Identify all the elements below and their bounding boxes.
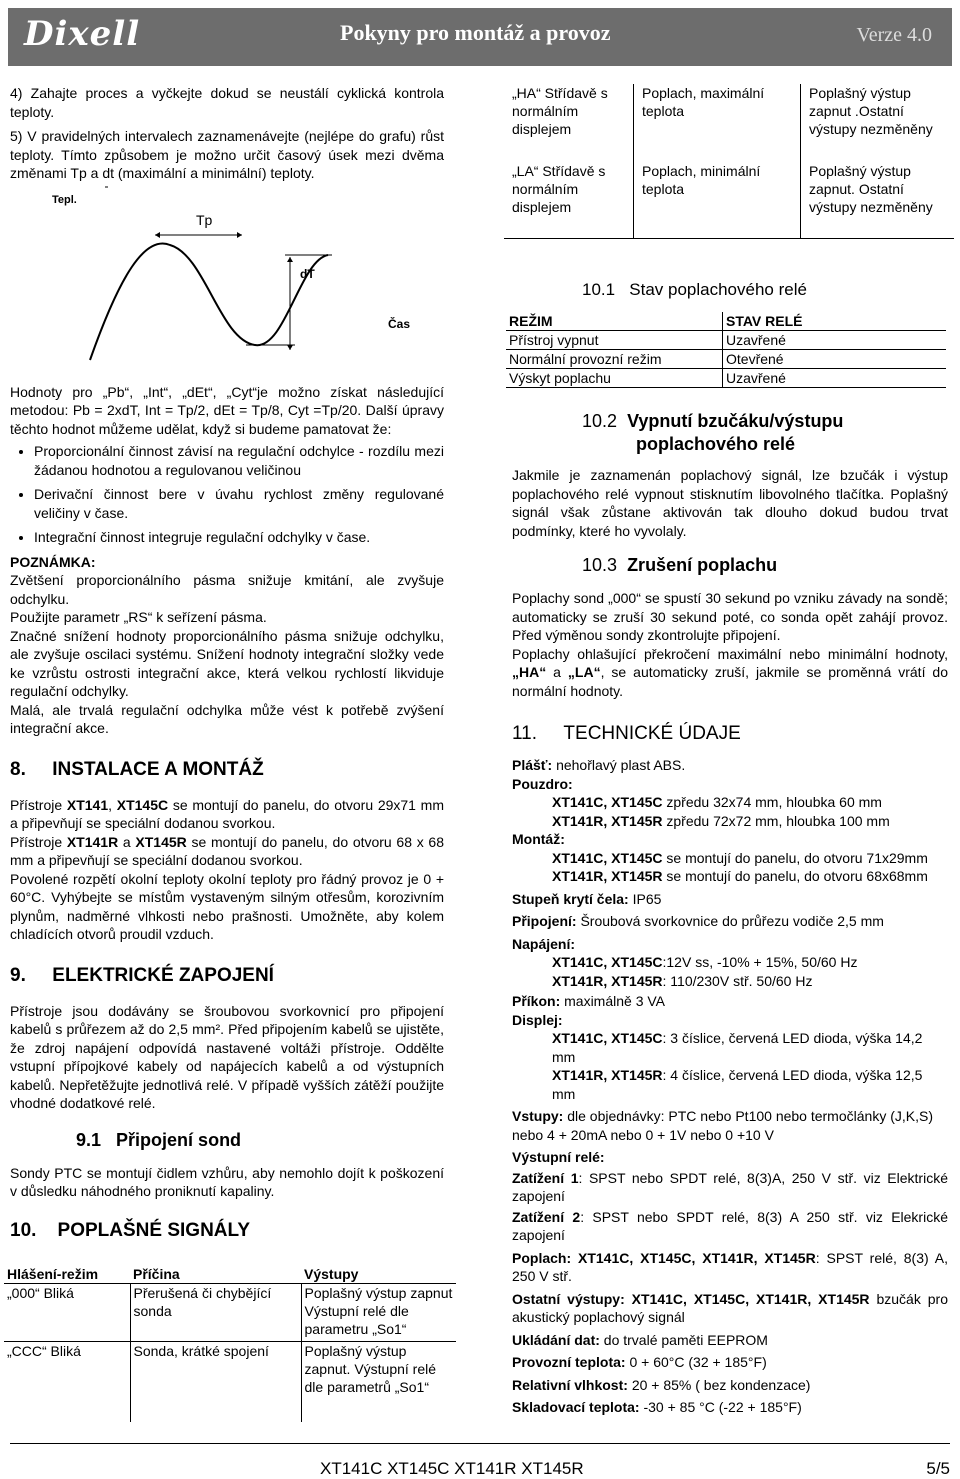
section-10-1-heading: [512, 278, 948, 301]
section-10-2-heading-cont: poplachového relé: [636, 434, 796, 454]
alarm-col-header: Hlášení-režim: [7, 1266, 99, 1282]
spec-zatizeni-2: Zatížení 2: SPST nebo SPDT relé, 8(3) A 250 stř. viz Elekrické zapojení: [512, 1208, 948, 1243]
spec-zatizeni-1: Zatížení 1: SPST nebo SPDT relé, 8(3)A, 250 V stř. viz Elektrické zapojení: [512, 1169, 948, 1204]
table-cell: Poplach, maximální teplota: [634, 84, 801, 162]
table-row: [506, 350, 946, 369]
table-cell: Otevřené: [726, 351, 784, 367]
table-cell: Přerušená či chybějící sonda: [130, 1284, 301, 1342]
table-cell: Sonda, krátké spojení: [130, 1342, 301, 1422]
table-cell: Uzavřené: [726, 370, 786, 386]
alarm-codes-table: [504, 84, 954, 239]
tp-arrow-left: [155, 232, 160, 238]
table-cell: „LA“ Střídavě s normálním displejem: [504, 162, 634, 238]
step-5: 5) V pravidelných intervalech zaznamenávejte (nejlépe do grafu) růst teploty. Tímto způsobem je možno určit časový úsek mezi dvěma změnami Tp a dt (maximální a minimální) teploty.: [10, 128, 444, 181]
table-cell: Normální provozní režim: [506, 350, 723, 369]
alarm-col-header: Příčina: [133, 1266, 180, 1282]
bullet-item: • Proporcionální činnost závisí na regulační odchylce - rozdílu mezi žádanou hodnotou a regulovanou veličinou: [34, 442, 444, 479]
table-cell: „HA“ Střídavě s normálním displejem: [504, 84, 634, 162]
chart-ylabel: Tepl.: [52, 193, 77, 206]
s102-paragraph: Jakmile je zaznamenán poplachový signál, lze bzučák i výstup poplachového relé vypnout stisknutím libovolného tlačítka. Poplašný signál však zůstane aktivován tak dlouho dokud budou trvat podmínky, které ho vyvolaly.: [512, 467, 948, 539]
section-10-2-heading: [512, 410, 948, 433]
tp-arrow-right: [237, 232, 242, 238]
chart-xlabel: Čas: [388, 316, 411, 331]
note-title: POZNÁMKA:: [10, 553, 96, 570]
section-title: Stav poplachového relé: [629, 280, 807, 299]
page-header: [0, 0, 960, 75]
spec-sklad: Skladovací teplota: -30 + 85 °C (-22 + 185°F): [512, 1399, 802, 1415]
table-row: [506, 312, 946, 331]
section-number: 11.: [512, 723, 538, 744]
spec-napajeni-1: XT141C, XT145C:12V ss, -10% + 15%, 50/60 Hz: [552, 954, 858, 970]
dt-arrow-up: [287, 257, 293, 262]
table-cell: „CCC“ Bliká: [4, 1342, 130, 1422]
spec-displej-label: Displej:: [512, 1011, 563, 1028]
table-cell: Poplach, minimální teplota: [634, 162, 801, 238]
table-row: [506, 369, 946, 388]
dt-arrow-down: [287, 345, 293, 350]
note-1: Zvětšení proporcionálního pásma snižuje kmitání, ale zvyšuje odchylku.: [10, 572, 444, 607]
oscillation-chart: [10, 185, 444, 375]
chart-tp-label: Tp: [196, 211, 213, 228]
spec-pouzdro-2: XT141R, XT145R zpředu 72x72 mm, hloubka 100 mm: [552, 812, 890, 829]
s91-paragraph: Sondy PTC se montují čidlem vzhůru, aby nemohlo dojít k poškození v důsledku náhodného proniknutí kapaliny.: [10, 1164, 444, 1199]
table-row: [504, 162, 954, 238]
right-column: [512, 278, 948, 301]
spec-kryti: Stupeň krytí čela: IP65: [512, 890, 662, 907]
spec-plast: Plášť: nehořlavý plast ABS.: [512, 757, 686, 773]
chart-svg: [10, 185, 444, 375]
section-title: Připojení sond: [116, 1129, 242, 1150]
table-cell: Poplašný výstup zapnut .Ostatní výstupy nezměněny: [809, 85, 933, 137]
table-cell: Výskyt poplachu: [506, 369, 723, 388]
spec-pouzdro-1: XT141C, XT145C zpředu 32x74 mm, hloubka 60 mm: [552, 794, 882, 810]
s103-paragraph-2: Poplachy ohlašující překročení maximální nebo minimální hodnoty, „HA“ a „LA“, se automaticky zruší, jakmile se proměnná vrátí do normální hodnoty.: [512, 645, 948, 699]
section-number: 10.: [10, 1219, 37, 1241]
table-cell: Poplašný výstup zapnut. Výstupní relé dle parametrů „So1“: [304, 1343, 437, 1395]
footer-models: XT141C XT145C XT141R XT145R: [320, 1459, 584, 1478]
section-9-heading: [10, 964, 444, 988]
spec-prikon: Příkon: maximálně 3 VA: [512, 993, 666, 1009]
section-number: 10.2: [582, 411, 618, 431]
pid-intro: Hodnoty pro „Pb“, „Int“, „dEt“, „Cyt“je možno získat následující metodou: Pb = 2xdT, Int = Tp/2, dEt = Tp/8, Cyt =Tp/20. Další úpravy těchto hodnot můžeme udělat, když si budeme pamatovat že:: [10, 383, 444, 437]
spec-ukladani: Ukládání dat: do trvalé paměti EEPROM: [512, 1331, 768, 1348]
bullet-item: • Integrační činnost integruje regulační odchylky v čase.: [34, 528, 444, 547]
section-10-3-heading: [512, 554, 948, 577]
table-row: [4, 1284, 456, 1342]
relay-table: [506, 312, 946, 388]
section-title: Zrušení poplachu: [627, 555, 778, 575]
s9-paragraph: Přístroje jsou dodávány se šroubovou svorkovnicí pro připojení kabelů s průřezem až do 2,5 mm². Před připojením kabelů se ujistěte, že zdroj napájení odpovídá nastavené voltáži přístroje. Oddělte vstupní přípojkové kabely od napájecích kabelů a od výstupních kabelů. Nepřetěžujte jednotlivá relé. V případě vyšších zátěží použijte vhodné dodatkové relé.: [10, 1002, 444, 1111]
spec-montaz-label: Montáž:: [512, 831, 565, 847]
spec-vstupy: Vstupy: dle objednávky: PTC nebo Pt100 nebo termočlánky (J,K,S) nebo 4 + 20mA nebo 0 + 1V nebo 0 +10 V: [512, 1108, 933, 1143]
table-row: [506, 331, 946, 350]
section-title: Vypnutí bzučáku/výstupu: [627, 411, 844, 431]
section-8-heading: [10, 758, 444, 782]
left-column: [10, 84, 444, 1243]
section-11-heading: [512, 722, 948, 746]
spec-pripojeni: Připojení: Šroubová svorkovnice do průřezu vodiče 2,5 mm: [512, 913, 884, 929]
header-version: Verze 4.0: [856, 24, 932, 46]
bullet-item: • Derivační činnost bere v úvahu rychlost změny regulované veličiny v čase.: [34, 485, 444, 522]
section-9-1-heading: [10, 1129, 444, 1152]
spec-displej-2: XT141R, XT145R: 4 číslice, červená LED dioda, výška 12,5 mm: [552, 1067, 923, 1102]
section-title: POPLAŠNÉ SIGNÁLY: [57, 1219, 251, 1241]
page-footer: [10, 1443, 950, 1478]
s103-paragraph-1: Poplachy sond „000“ se spustí 30 sekund po vzniku závady na sondě; automaticky se zruší 30 sekund poté, co sonda opět zahájí provoz. Před výměnou sondy zkontrolujte připojení.: [512, 590, 948, 643]
dixell-logo: Dixell: [24, 14, 141, 54]
header-title: Pokyny pro montáž a provoz: [340, 20, 611, 45]
section-number: 9.: [10, 964, 26, 986]
alarm-table: [4, 1265, 456, 1422]
spec-vlhkost: Relativní vlhkost: 20 + 85% ( bez kondenzace): [512, 1376, 811, 1393]
spec-provozni: Provozní teplota: 0 + 60°C (32 + 185°F): [512, 1354, 767, 1370]
section-number: 8.: [10, 758, 26, 780]
spec-napajeni-2: XT141R, XT145R: 110/230V stř. 50/60 Hz: [552, 972, 813, 989]
table-cell: Poplašný výstup zapnut Výstupní relé dle parametru „So1“: [304, 1285, 453, 1337]
table-cell: Poplašný výstup zapnut. Ostatní výstupy nezměněny: [809, 163, 933, 215]
right-column-lower: [512, 410, 948, 1417]
table-row: [4, 1342, 456, 1422]
spec-montaz-1: XT141C, XT145C se montují do panelu, do otvoru 71x29mm: [552, 849, 928, 866]
s8-paragraph-3: Povolené rozpětí okolní teploty okolní teploty pro řádný provoz je 0 + 60°C. Vyhýbejte se místům vystaveným silným otřesům, korozivním plynům, nadměrné vlhkosti nebo prašnosti. Umožněte, aby kolem chladících otvorů proudil vzduch.: [10, 870, 444, 942]
s8-paragraph-1: Přístroje XT141, XT145C se montují do panelu, do otvoru 29x71 mm a připevňují se speciální dodanou svorkou.: [10, 796, 445, 831]
chart-dt-label: dT: [300, 266, 315, 281]
tech-specs: [512, 756, 948, 1417]
s8-paragraph-2: Přístroje XT141R a XT145R se montují do panelu, do otvoru 68 x 68 mm a připevňují se speciální dodanou svorkou.: [10, 833, 444, 868]
section-title: ELEKTRICKÉ ZAPOJENÍ: [52, 964, 274, 986]
section-title: TECHNICKÉ ÚDAJE: [563, 723, 741, 744]
pid-bullets: [10, 442, 444, 547]
step-4: 4) Zahajte proces a vyčkejte dokud se neustálí cyklická kontrola teploty.: [10, 85, 444, 120]
table-cell: Uzavřené: [726, 332, 786, 348]
note-4: Malá, ale trvalá regulační odchylka může vést k potřebě zvýšení integrační akce.: [10, 701, 444, 736]
note-2: Použijte parametr „RS“ k seřízení pásma.: [10, 609, 267, 625]
section-title: INSTALACE A MONTÁŽ: [52, 758, 264, 780]
relay-col-header: STAV RELÉ: [726, 313, 803, 329]
section-number: 10.1: [582, 280, 616, 299]
section-number: 9.1: [76, 1129, 102, 1150]
note-3: Značné snížení hodnoty proporcionálního pásma snižuje odchylku, ale zvyšuje oscilaci systému. Snížení hodnoty integrační složky vede ke vzrůstu ostrosti integrační akce, která velkou rychlostí likviduje regulační odchylky.: [10, 627, 444, 699]
spec-pouzdro-label: Pouzdro:: [512, 775, 573, 792]
spec-poplach: Poplach: XT141C, XT145C, XT141R, XT145R: SPST relé, 8(3) A, 250 V stř.: [512, 1249, 948, 1284]
alarm-col-header: Výstupy: [304, 1266, 359, 1282]
spec-ostatni: Ostatní výstupy: XT141C, XT145C, XT141R, XT145R bzučák pro akustický poplachový signál: [512, 1290, 948, 1325]
page-number: 5/5: [926, 1459, 950, 1478]
spec-vystupni-label: Výstupní relé:: [512, 1149, 605, 1165]
spec-montaz-2: XT141R, XT145R se montují do panelu, do otvoru 68x68mm: [552, 868, 928, 884]
table-cell: „000“ Bliká: [4, 1284, 130, 1342]
section-number: 10.3: [582, 555, 618, 575]
table-cell: Přístroj vypnut: [506, 331, 723, 350]
relay-col-header: REŽIM: [506, 312, 723, 331]
spec-displej-1: XT141C, XT145C: 3 číslice, červená LED dioda, výška 14,2 mm: [552, 1030, 923, 1065]
table-row: [504, 84, 954, 162]
spec-napajeni-label: Napájení:: [512, 935, 576, 952]
section-10-heading: [10, 1219, 444, 1243]
